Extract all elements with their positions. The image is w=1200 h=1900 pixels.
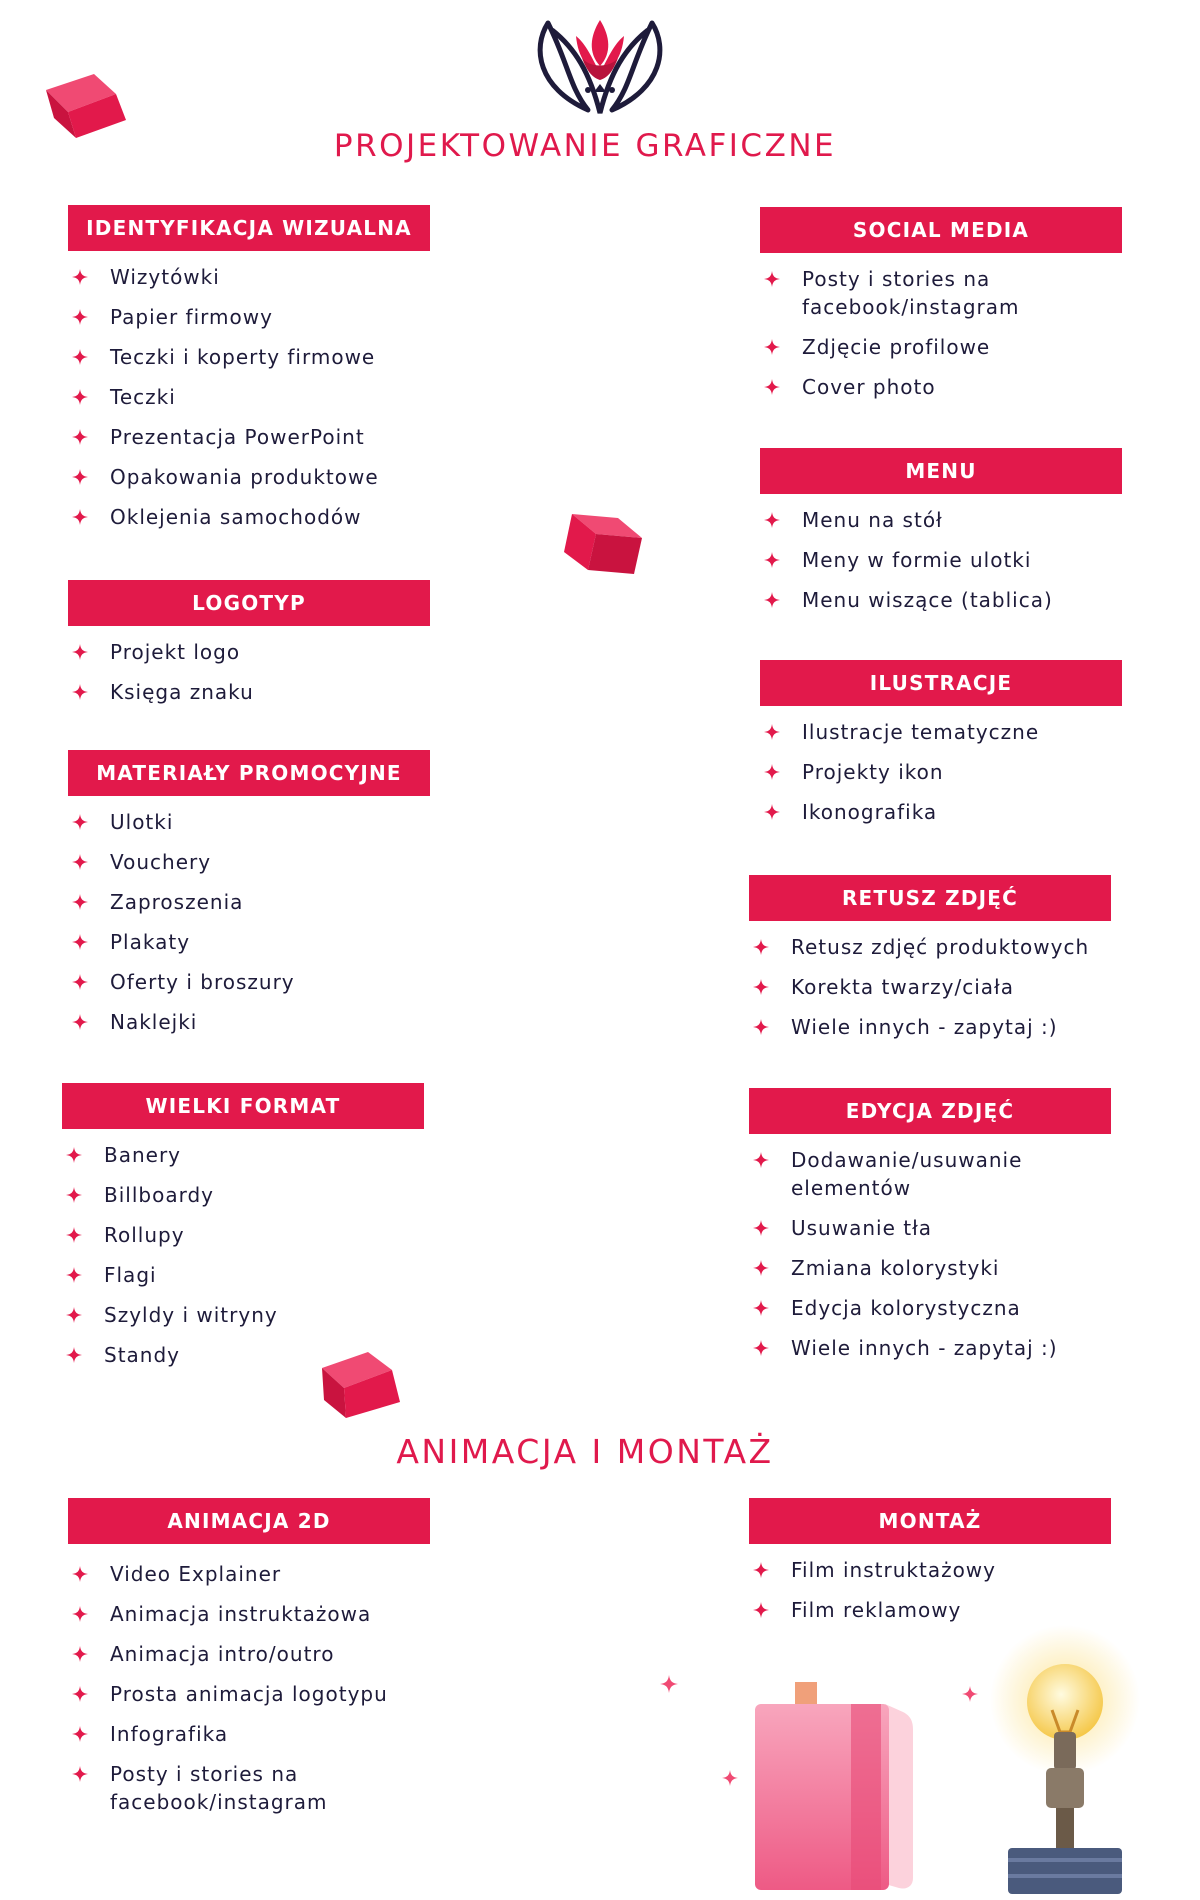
four-point-star-icon [72,309,88,325]
section-header: WIELKI FORMAT [62,1083,424,1129]
four-point-star-icon [764,339,780,355]
list-item [62,1301,424,1329]
list-item [760,718,1122,746]
four-point-star-icon [72,684,88,700]
list-item [68,263,430,291]
list-item [749,1334,1111,1362]
list-item [68,638,430,666]
four-point-star-icon [753,1562,769,1578]
list-item-label: Rollupy [104,1223,185,1247]
four-point-star-icon [72,1606,88,1622]
list-item [62,1181,424,1209]
list-item-label: Banery [104,1143,182,1167]
list-item [68,1640,430,1668]
list-item [68,343,430,371]
list-item-label: Projekt logo [110,640,241,664]
list-item [760,586,1122,614]
list-item-label: Projekty ikon [802,760,944,784]
four-point-star-icon [753,939,769,955]
list-item-label: Naklejki [110,1010,198,1034]
four-point-star-icon [72,974,88,990]
list-item-label: Prosta animacja logotypu [110,1682,388,1706]
four-point-star-icon [72,1566,88,1582]
list-item [760,373,1122,401]
list-item-label: Dodawanie/usuwanie elementów [791,1148,1023,1200]
list-item [68,303,430,331]
section-header: SOCIAL MEDIA [760,207,1122,253]
four-point-star-icon [764,724,780,740]
list-item-label: Teczki [110,385,176,409]
section-identyfikacja [68,205,430,531]
four-point-star-icon [66,1307,82,1323]
four-point-star-icon [72,814,88,830]
sparkle-icon [660,1675,678,1693]
list-item-label: Retusz zdjęć produktowych [791,935,1090,959]
list-item-label: Meny w formie ulotki [802,548,1032,572]
section-header: RETUSZ ZDJĘĆ [749,875,1111,921]
list-item [68,848,430,876]
list-item [749,1214,1111,1242]
animation-title: ANIMACJA I MONTAŻ [396,1432,774,1471]
list-item [62,1261,424,1289]
list-item-label: Ulotki [110,810,174,834]
list-item [68,1680,430,1708]
book-illustration-icon [755,1682,915,1892]
four-point-star-icon [66,1147,82,1163]
four-point-star-icon [72,854,88,870]
four-point-star-icon [72,429,88,445]
four-point-star-icon [764,804,780,820]
section-edycja [749,1088,1111,1362]
four-point-star-icon [764,379,780,395]
list-item-label: Prezentacja PowerPoint [110,425,365,449]
pink-cube-icon [318,1348,408,1420]
list-item [62,1141,424,1169]
four-point-star-icon [66,1267,82,1283]
section-header: IDENTYFIKACJA WIZUALNA [68,205,430,251]
four-point-star-icon [66,1187,82,1203]
list-item-label: Usuwanie tła [791,1216,933,1240]
four-point-star-icon [753,1152,769,1168]
list-item [68,383,430,411]
lightbulb-lamp-illustration-icon [990,1620,1140,1895]
section-header: MENU [760,448,1122,494]
four-point-star-icon [72,644,88,660]
list-item [62,1221,424,1249]
list-item [68,1560,430,1588]
fox-flower-logo-icon [530,18,670,118]
list-item [68,1760,430,1816]
four-point-star-icon [764,271,780,287]
list-item-label: Księga znaku [110,680,254,704]
four-point-star-icon [72,1646,88,1662]
list-item-label: Film reklamowy [791,1598,962,1622]
four-point-star-icon [753,1300,769,1316]
four-point-star-icon [72,269,88,285]
list-item-label: Menu na stół [802,508,943,532]
section-header: LOGOTYP [68,580,430,626]
list-item [68,678,430,706]
list-item-label: Papier firmowy [110,305,273,329]
list-item [68,423,430,451]
list-item-label: Zmiana kolorystyki [791,1256,1000,1280]
pink-cube-icon [42,68,137,140]
sparkle-icon [722,1770,738,1786]
four-point-star-icon [72,1726,88,1742]
list-item [68,928,430,956]
list-item-label: Plakaty [110,930,191,954]
section-montaz [749,1498,1111,1624]
list-item [749,1013,1111,1041]
pink-cube-icon [560,508,650,580]
graphic-design-title: PROJEKTOWANIE GRAFICZNE [333,128,837,164]
list-item-label: Zaproszenia [110,890,244,914]
list-item-label: Edycja kolorystyczna [791,1296,1021,1320]
four-point-star-icon [72,389,88,405]
section-animacja-2d [68,1498,430,1816]
four-point-star-icon [753,1340,769,1356]
list-item [749,933,1111,961]
list-item-label: Opakowania produktowe [110,465,379,489]
four-point-star-icon [753,1019,769,1035]
list-item [68,808,430,836]
list-item-label: Korekta twarzy/ciała [791,975,1014,999]
list-item [749,1294,1111,1322]
list-item [749,1556,1111,1584]
section-header: MONTAŻ [749,1498,1111,1544]
four-point-star-icon [72,934,88,950]
list-item [68,1720,430,1748]
list-item-label: Cover photo [802,375,936,399]
four-point-star-icon [764,592,780,608]
four-point-star-icon [753,1220,769,1236]
section-header: ILUSTRACJE [760,660,1122,706]
section-header: ANIMACJA 2D [68,1498,430,1544]
section-menu [760,448,1122,614]
list-item [68,1008,430,1036]
list-item-label: Wiele innych - zapytaj :) [791,1015,1058,1039]
list-item-label: Wizytówki [110,265,220,289]
list-item [760,506,1122,534]
section-wielki-format [62,1083,424,1369]
section-header: MATERIAŁY PROMOCYJNE [68,750,430,796]
four-point-star-icon [72,1014,88,1030]
four-point-star-icon [72,1766,88,1782]
list-item-label: Menu wiszące (tablica) [802,588,1053,612]
four-point-star-icon [72,469,88,485]
four-point-star-icon [66,1347,82,1363]
list-item-label: Billboardy [104,1183,214,1207]
list-item [68,503,430,531]
section-social-media [760,207,1122,401]
four-point-star-icon [72,509,88,525]
list-item [760,758,1122,786]
four-point-star-icon [753,979,769,995]
list-item [749,1254,1111,1282]
list-item-label: Ilustracje tematyczne [802,720,1040,744]
list-item [760,546,1122,574]
list-item-label: Oferty i broszury [110,970,295,994]
four-point-star-icon [72,894,88,910]
sparkle-icon [962,1686,978,1702]
list-item-label: Film instruktażowy [791,1558,997,1582]
section-logotyp [68,580,430,706]
list-item-label: Teczki i koperty firmowe [110,345,376,369]
list-item [68,888,430,916]
section-header: EDYCJA ZDJĘĆ [749,1088,1111,1134]
list-item-label: Posty i stories na facebook/instagram [802,267,1020,319]
list-item-label: Ikonografika [802,800,938,824]
list-item-label: Zdjęcie profilowe [802,335,991,359]
list-item-label: Flagi [104,1263,157,1287]
list-item [68,463,430,491]
four-point-star-icon [764,512,780,528]
four-point-star-icon [72,1686,88,1702]
list-item [68,968,430,996]
list-item [760,265,1122,321]
list-item-label: Wiele innych - zapytaj :) [791,1336,1058,1360]
list-item-label: Oklejenia samochodów [110,505,362,529]
four-point-star-icon [753,1260,769,1276]
section-ilustracje [760,660,1122,826]
list-item-label: Infografika [110,1722,229,1746]
section-materialy [68,750,430,1036]
list-item [760,798,1122,826]
list-item-label: Posty i stories na facebook/instagram [110,1762,328,1814]
section-retusz [749,875,1111,1041]
four-point-star-icon [753,1602,769,1618]
list-item-label: Szyldy i witryny [104,1303,278,1327]
four-point-star-icon [72,349,88,365]
list-item [749,1146,1111,1202]
four-point-star-icon [764,764,780,780]
list-item [760,333,1122,361]
list-item [68,1600,430,1628]
list-item-label: Video Explainer [110,1562,282,1586]
list-item-label: Animacja instruktażowa [110,1602,372,1626]
list-item [749,973,1111,1001]
four-point-star-icon [66,1227,82,1243]
four-point-star-icon [764,552,780,568]
list-item-label: Vouchery [110,850,212,874]
list-item-label: Standy [104,1343,180,1367]
list-item-label: Animacja intro/outro [110,1642,335,1666]
